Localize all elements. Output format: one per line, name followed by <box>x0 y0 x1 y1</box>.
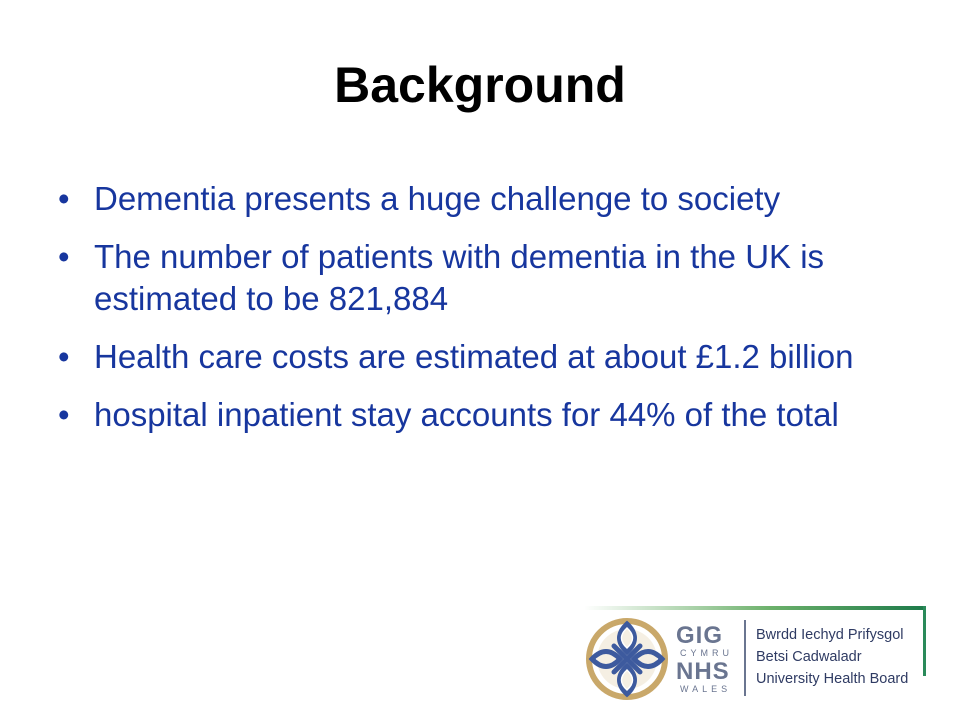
celtic-knot-emblem-icon <box>584 616 670 702</box>
board-name <box>756 624 908 690</box>
health-board-logo <box>584 606 926 706</box>
bullet-list <box>56 178 926 452</box>
gig-wordmark: GIG <box>676 622 724 649</box>
nhs-wordmark: NHS <box>676 658 730 685</box>
board-name-line: Betsi Cadwaladr <box>756 649 862 665</box>
bullet-dot: • <box>58 396 70 433</box>
bullet-dot: • <box>58 338 70 375</box>
bullet-text: The number of patients with dementia in the UK is estimated to be 821,884 <box>94 238 825 317</box>
bullet-item <box>56 178 926 220</box>
slide-title: Background <box>334 57 626 113</box>
board-name-line: Bwrdd Iechyd Prifysgol <box>756 627 904 643</box>
bullet-item <box>56 394 926 436</box>
bullet-item <box>56 236 926 320</box>
bullet-dot: • <box>58 180 70 217</box>
bullet-dot: • <box>58 238 70 275</box>
wales-wordmark: WALES <box>680 684 732 694</box>
bullet-item <box>56 336 926 378</box>
bullet-text: hospital inpatient stay accounts for 44% of the total <box>94 396 839 433</box>
logo-accent-rule <box>584 606 926 610</box>
board-name-line: University Health Board <box>756 671 909 687</box>
cymru-wordmark: CYMRU <box>680 648 733 658</box>
logo-edge-bar <box>923 606 926 676</box>
bullet-text: Dementia presents a huge challenge to society <box>94 180 781 217</box>
logo-divider <box>744 620 746 696</box>
bullet-text: Health care costs are estimated at about £1.2 billion <box>94 338 854 375</box>
